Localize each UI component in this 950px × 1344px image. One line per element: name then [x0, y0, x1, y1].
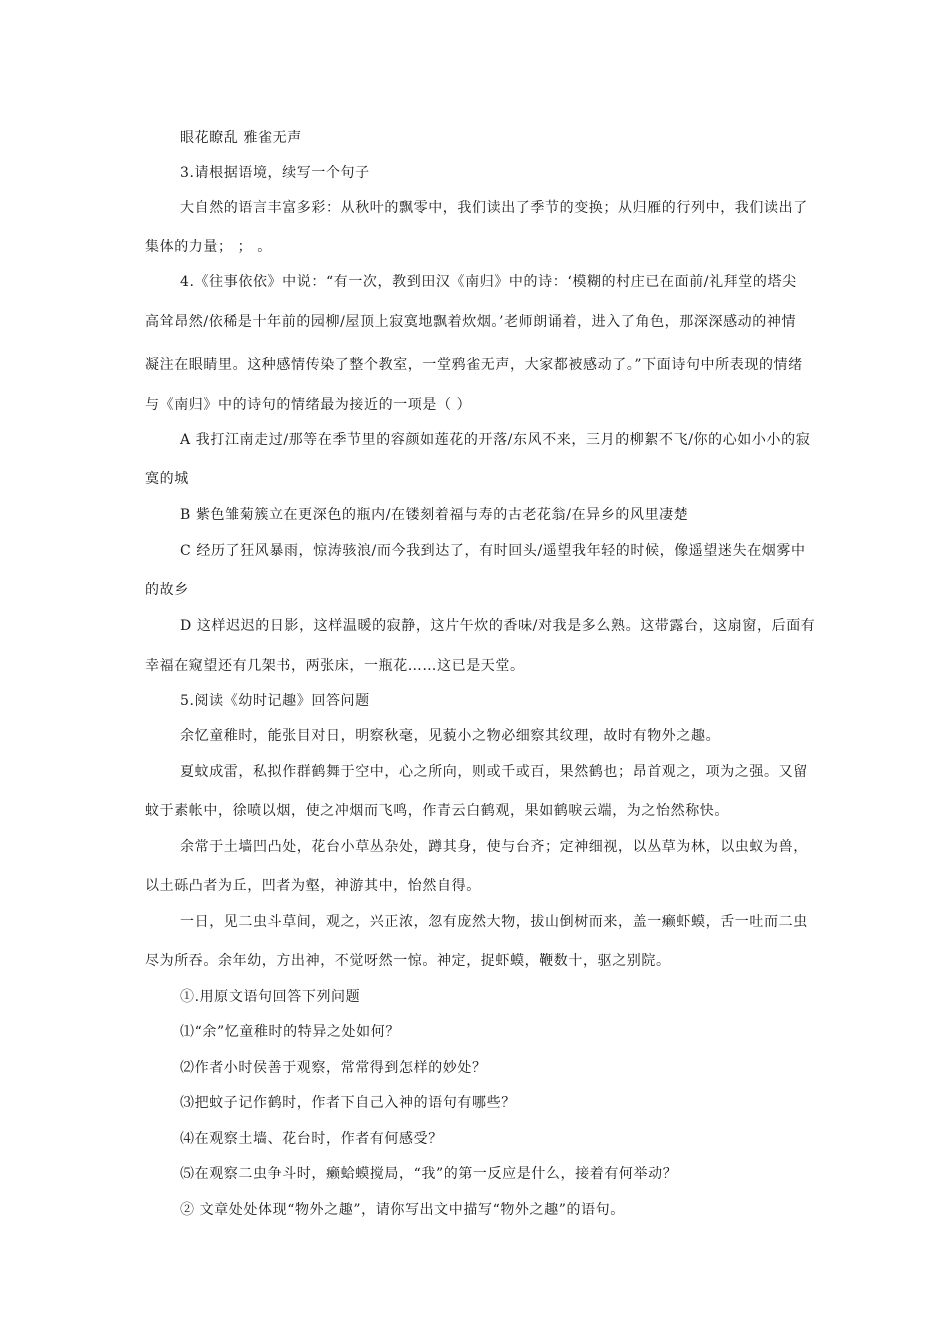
sub-question-heading: ② 文章处处体现“物外之趣”，请你写出文中描写“物外之趣”的语句。 [180, 1202, 625, 1218]
passage-paragraph: 一日，见二虫斗草间，观之，兴正浓，忽有庞然大物，拔山倒树而来，盖一癞虾蟆，舌一吐而二虫 [180, 914, 808, 930]
passage-paragraph: 余常于土墙凹凸处，花台小草丛杂处，蹲其身，使与台齐；定神细视，以丛草为林，以虫蚁为兽， [180, 839, 808, 855]
option-a: A 我打江南走过/那等在季节里的容颜如莲花的开落/东风不来，三月的柳絮不飞/你的心如小小的寂 [180, 432, 811, 448]
text-line: 高耸昂然/依稀是十年前的园柳/屋顶上寂寞地飘着炊烟。’老师朗诵着，进入了角色，那深深感动的神情 [145, 314, 797, 330]
sub-question: ⑷在观察土墙、花台时，作者有何感受？ [180, 1131, 443, 1147]
sub-question: ⑸在观察二虫争斗时，癞蛤蟆搅局，“我”的第一反应是什么，接着有何举动？ [180, 1166, 678, 1182]
passage-paragraph-continued: 以土砾凸者为丘，凹者为壑，神游其中，怡然自得。 [145, 878, 481, 894]
sub-question-heading: ①.用原文语句回答下列问题 [180, 989, 361, 1005]
text-line: 眼花瞭乱 雅雀无声 [180, 130, 302, 146]
text-line: 凝注在眼睛里。这种感情传染了整个教室，一堂鸦雀无声，大家都被感动了。”下面诗句中所表现的情绪 [145, 357, 803, 373]
question-4-heading: 4.《往事依依》中说：“有一次，教到田汉《南归》中的诗：‘模糊的村庄已在面前/礼拜堂的塔尖 [180, 274, 797, 290]
text-line: 与《南归》中的诗句的情绪最为接近的一项是（ ） [145, 397, 472, 413]
text-line: 大自然的语言丰富多彩：从秋叶的飘零中，我们读出了季节的变换；从归雁的行列中，我们读出了 [180, 200, 808, 216]
sub-question: ⑶把蚊子记作鹤时，作者下自己入神的语句有哪些？ [180, 1095, 516, 1111]
option-c: C 经历了狂风暴雨，惊涛骇浪/而今我到达了，有时回头/遥望我年轻的时候，像遥望迷失在烟雾中 [180, 543, 806, 559]
option-d-continued: 幸福在窥望还有几架书，两张床，一瓶花……这已是天堂。 [145, 658, 525, 674]
sub-question: ⑴“余”忆童稚时的特异之处如何？ [180, 1024, 400, 1040]
passage-paragraph: 余忆童稚时，能张目对日，明察秋毫，见藐小之物必细察其纹理，故时有物外之趣。 [180, 728, 721, 744]
sub-question: ⑵作者小时侯善于观察，常常得到怎样的妙处？ [180, 1060, 487, 1076]
option-a-continued: 寞的城 [145, 471, 189, 487]
passage-paragraph: 夏蚊成雷，私拟作群鹤舞于空中，心之所向，则或千或百，果然鹤也；昂首观之，项为之强。又留 [180, 764, 808, 780]
option-c-continued: 的故乡 [145, 582, 189, 598]
passage-paragraph-continued: 尽为所吞。余年幼，方出神，不觉呀然一惊。神定，捉虾蟆，鞭数十，驱之别院。 [145, 953, 671, 969]
passage-paragraph-continued: 蚊于素帐中，徐喷以烟，使之冲烟而飞鸣，作青云白鹤观，果如鹤唳云端，为之怡然称快。 [145, 803, 729, 819]
text-line: 集体的力量； ； 。 [145, 239, 272, 255]
option-b: B 紫色雏菊簇立在更深色的瓶内/在镂刻着福与寿的古老花翁/在异乡的风里凄楚 [180, 507, 689, 523]
question-3-heading: 3.请根据语境，续写一个句子 [180, 165, 370, 181]
question-5-heading: 5.阅读《幼时记趣》回答问题 [180, 693, 370, 709]
option-d: D 这样迟迟的日影，这样温暖的寂静，这片午炊的香味/对我是多么熟。这带露台，这扇窗，后面有 [180, 618, 816, 634]
